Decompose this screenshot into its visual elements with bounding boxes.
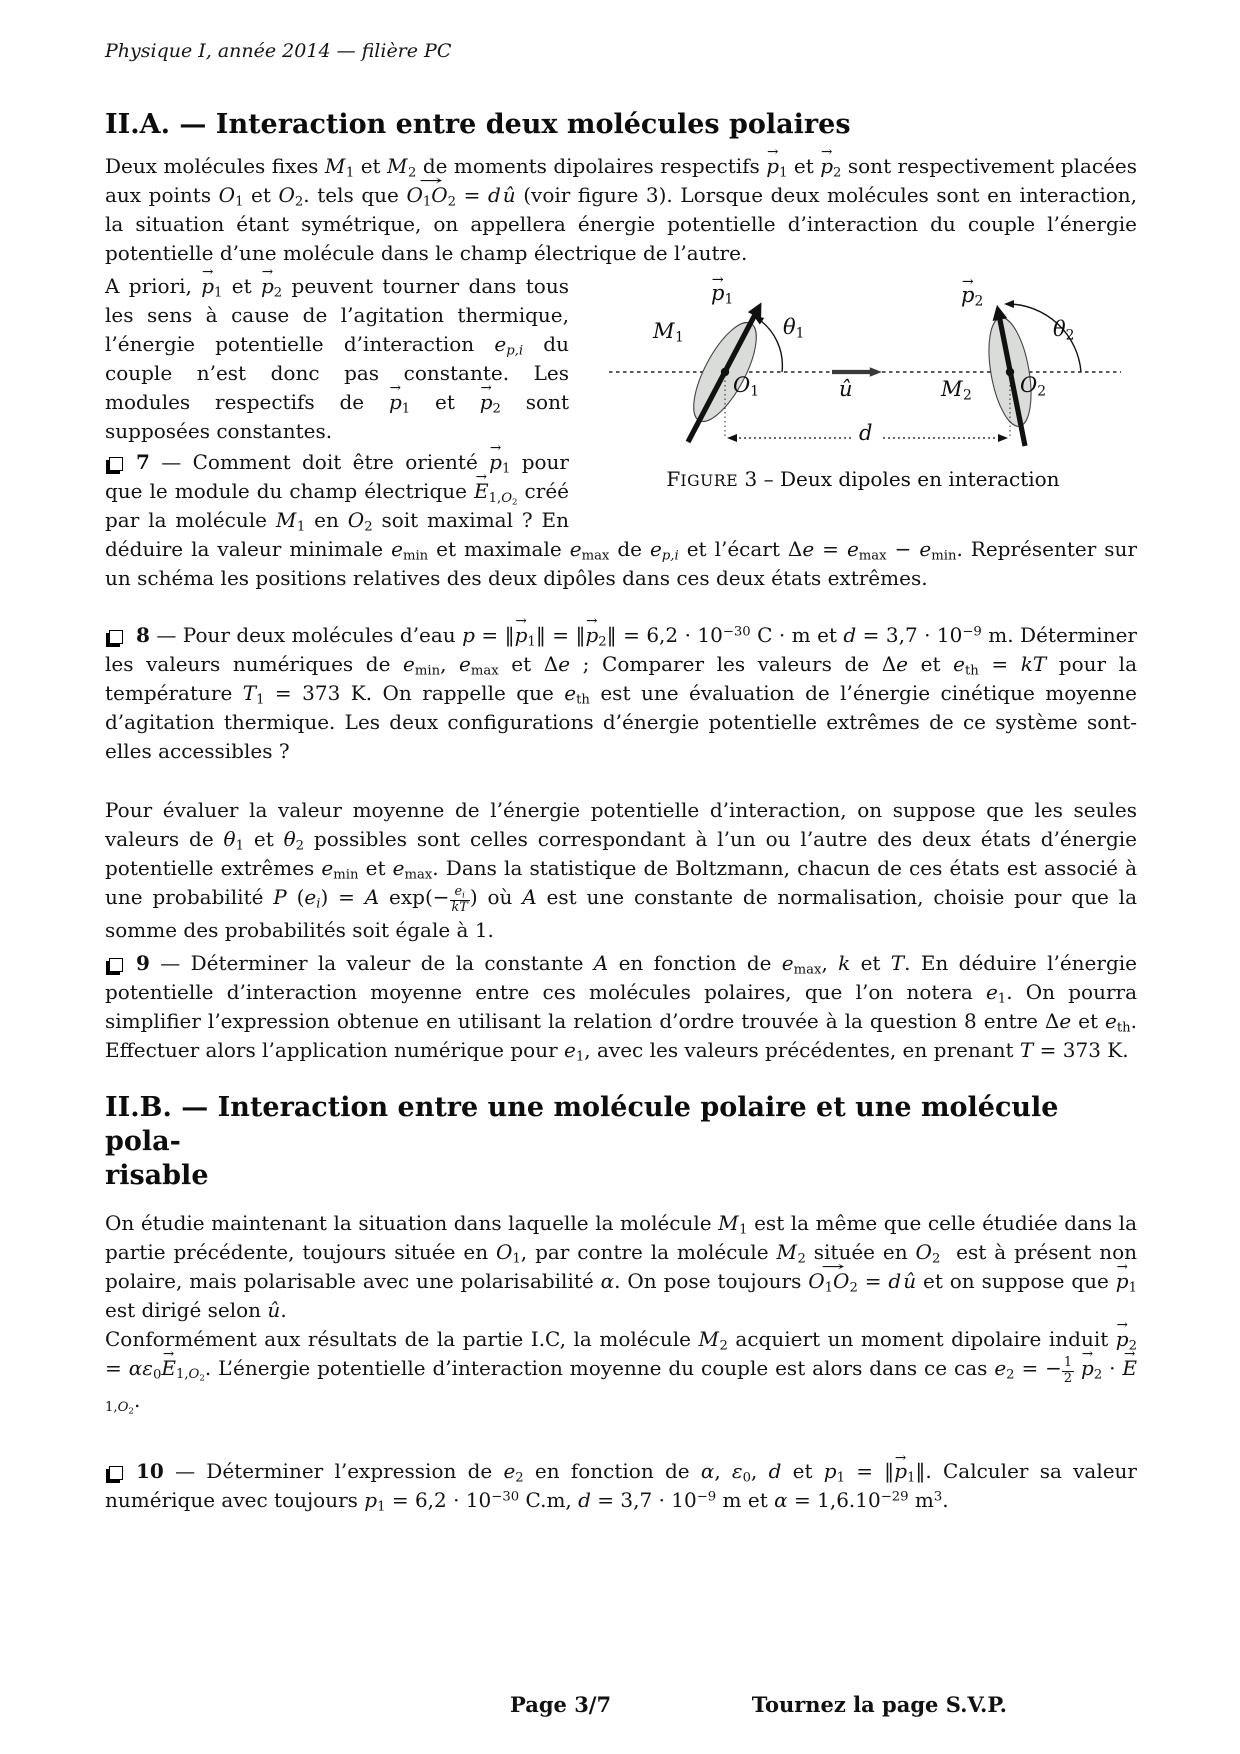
figure-3 (589, 270, 1137, 520)
ballot-box-icon (109, 457, 123, 471)
figure-label-o1: $O_1$ (733, 373, 760, 400)
figure-3-caption: FIGURE 3 – Deux dipoles en interaction (666, 467, 1060, 491)
figure-label-p2: $p \to_2$ (961, 284, 983, 306)
theta1-angle-arc (757, 318, 782, 372)
paragraph-boltzmann: Pour évaluer la valeur moyenne de l’énergie potentielle d’interaction, on suppose que les seules valeurs de $\theta_1$ et $\theta_2$ possibles sont celles correspondant à l’un ou l’autre des deux états d’énergie potentielle extrêmes $e_{min}$ et $e_{max}$. Dans la statistique de Boltzmann, chacun de ces états est associé à une probabilité P $(e_i) = A$ exp(− $\frac{e_i}{kT}$ ) où A est une constante de normalisation, choisie pour que la somme des probabilités soit égale à 1. (105, 798, 1138, 942)
point-o2-dot (1006, 368, 1014, 376)
figure-label-m1: $M_1$ (653, 319, 684, 346)
paragraph-apriori: A priori, $p \to_1$ et $p \to_2$ peuvent tourner dans tous les sens à cause de l’agitation thermique, l’énergie potentielle d’interaction $e_{p,i}$ du couple n’est donc pas constante. Les modules respectifs de $p \to_1$ et $p \to_2$ sont supposées constantes. (105, 272, 1137, 446)
figure-label-theta2: $\theta_2$ (1053, 317, 1075, 344)
figure-label-theta1: $\theta_1$ (783, 315, 805, 342)
figure-label-d: d (859, 421, 873, 445)
section-title-iib: II.B. — Interaction entre une molécule polaire et une molécule pola- risable (105, 1091, 1059, 1191)
point-o1-dot (721, 368, 729, 376)
question-8 (105, 621, 1137, 766)
question-9-text: 9 — Déterminer la valeur de la constante A en fonction de $e_{max}$, k et T. En déduire l’énergie potentielle d’interaction moyenne entre ces molécules polaires, que l’on notera $e_1$. On pourra simplifier l’expression obtenue en utilisant la relation d’ordre trouvée à la question 8 entre Δe et $e_{th}$. Effectuer alors l’application numérique pour $e_1$, avec les valeurs précédentes, en prenant T = 373 K. (105, 950, 1137, 1065)
ballot-box-icon (109, 1466, 123, 1480)
figure-label-o2: $O_2$ (1020, 373, 1047, 400)
section-title-iia: II.A. — Interaction entre deux molécules polaires (105, 109, 851, 140)
ballot-box-icon (109, 958, 123, 972)
paragraph-iib-2: Conformément aux résultats de la partie I.C, la molécule $M_2$ acquiert un moment dipolaire induit $p \to_2 = \alpha\varepsilon_0E \to_{1,O_2}$. L’énergie potentielle d’interaction moyenne du couple est alors dans ce cas $e_2$ = − $\frac{1}{2}$ $p \to_2 \cdot E \to_{1,O_2}$. (105, 1325, 1137, 1416)
question-7-text: 7 — Comment doit être orienté $p \to_1$ pour que le module du champ électrique $E \to_{1,O_2}$ créé par la molécule $M_1$ en $O_2$ soit maximal ? En déduire la valeur minimale $e_{min}$ et maximale $e_{max}$ de $e_{p,i}$ et l’écart $\Delta e = e_{max} - e_{min}$. Représenter sur un schéma les positions relatives des deux dipôles dans ces deux états extrêmes. (105, 450, 1137, 590)
figure-label-m2: $M_2$ (941, 377, 972, 404)
question-10-text: 10 — Déterminer l’expression de $e_2$ en fonction de α, $\varepsilon_0$, d et $p_1$ = ‖p $\to_1‖$. Calculer sa valeur numérique avec toujours $p_1 = 6,2 \cdot 10^{-30}$ C.m, $d = 3,7 \cdot 10^{-9}$ m et $\alpha = 1,6.10^{-29}$ $m^3$. (105, 1459, 1137, 1512)
question-10 (105, 1457, 1137, 1515)
page-number: Page 3/7 (510, 1692, 612, 1717)
question-9 (105, 949, 1137, 1065)
figure-label-p1: $p \to_1$ (711, 282, 733, 304)
page-footer (105, 1692, 1135, 1722)
intro-paragraph: Deux molécules fixes $M_1$ et $M_2$ de moments dipolaires respectifs $p \to_1$ et $p \to_2$ sont respectivement placées aux points $O_1$ et $O_2$. tels que $O_1O_2$ → = d û (voir figure 3). Lorsque deux molécules sont en interaction, la situation étant symétrique, on appellera énergie potentielle d’interaction du couple l’énergie potentielle d’une molécule dans le champ électrique de l’autre. (105, 152, 1137, 268)
turn-page-note: Tournez la page S.V.P. (751, 1692, 1007, 1717)
ballot-box-icon (109, 630, 123, 644)
page-content (105, 0, 1137, 1515)
figure-3-canvas (589, 270, 1137, 455)
question-8-text: 8 — Pour deux molécules d’eau p = ‖p $\to_1‖$ = ‖p $\to_2‖ = 6,2 \cdot 10^{-30}$ C · m et $d = 3,7 \cdot 10^{-9}$ m. Déterminer les valeurs numériques de $e_{min}$, $e_{max}$ et Δe ; Comparer les valeurs de Δe et $e_{th}$ = kT pour la température $T_1 = 373$ K. On rappelle que $e_{th}$ est une évaluation de l’énergie cinétique moyenne d’agitation thermique. Les deux configurations d’énergie potentielle extrêmes de ce système sont-elles accessibles ? (105, 623, 1137, 763)
figure-label-u: û (839, 377, 853, 401)
running-header: Physique I, année 2014 — filière PC (105, 40, 452, 62)
paragraph-iib-1: On étudie maintenant la situation dans laquelle la molécule $M_1$ est la même que celle étudiée dans la partie précédente, toujours située en $O_1$, par contre la molécule $M_2$ située en $O_2$ est à présent non polaire, mais polarisable avec une polarisabilité α. On pose toujours $O_1O_2$ → = d û et on suppose que $p \to_1$ est dirigé selon û. (105, 1209, 1137, 1325)
